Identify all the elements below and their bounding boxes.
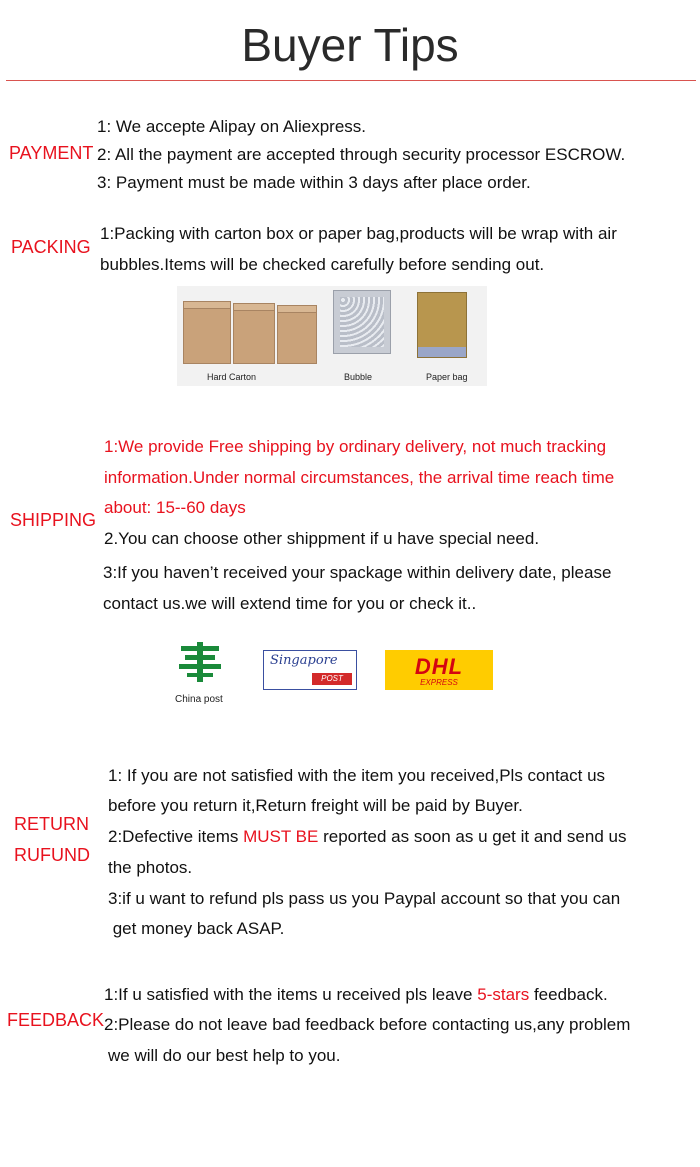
return-line-1: 1: If you are not satisfied with the item you received,Pls contact us <box>108 766 606 785</box>
feedback-line-1-end: feedback. <box>529 985 608 1004</box>
return-line-6: get money back ASAP. <box>108 919 285 938</box>
china-post-logo-icon <box>177 640 223 684</box>
payment-line-1: 1: We accepte Alipay on Aliexpress. <box>97 117 367 136</box>
return-line-3-end: reported as soon as u get it and send us <box>318 827 627 846</box>
return-line-4: the photos. <box>108 858 193 877</box>
feedback-label: FEEDBACK <box>7 1010 105 1030</box>
hard-carton-box <box>183 308 231 364</box>
return-line-3 <box>108 827 626 847</box>
packing-line-2: bubbles.Items will be checked carefully before sending out. <box>100 255 545 274</box>
china-post-caption: China post <box>175 694 223 705</box>
shipping-line-3: about: 15--60 days <box>104 498 246 517</box>
singapore-logo-text: Singapore <box>270 653 338 668</box>
hard-carton-box <box>277 312 317 364</box>
return-line-2: before you return it,Return freight will be paid by Buyer. <box>108 796 523 815</box>
shipping-line-2: information.Under normal circumstances, the arrival time reach time <box>104 468 615 487</box>
caption-paper-bag: Paper bag <box>426 372 468 382</box>
shipping-line-4: 2.You can choose other shippment if u have special need. <box>104 529 540 548</box>
feedback-line-3: we will do our best help to you. <box>108 1046 341 1065</box>
packing-materials-image <box>177 286 487 386</box>
dhl-express-logo <box>385 650 493 690</box>
packing-line-1: 1:Packing with carton box or paper bag,products will be wrap with air <box>100 224 617 243</box>
return-line-5: 3:if u want to refund pls pass us you Paypal account so that you can <box>108 889 621 908</box>
payment-line-2: 2: All the payment are accepted through security processor ESCROW. <box>97 145 626 164</box>
carrier-logos-image <box>163 632 499 718</box>
shipping-line-5: 3:If you haven’t received your spackage within delivery date, please <box>103 563 612 582</box>
dhl-express-text: EXPRESS <box>420 678 458 687</box>
feedback-line-2: 2:Please do not leave bad feedback before contacting us,any problem <box>104 1015 631 1034</box>
page-title: Buyer Tips <box>241 19 459 71</box>
return-label: RETURN <box>14 814 89 834</box>
paper-bag <box>417 292 467 358</box>
must-be-highlight: MUST BE <box>243 827 319 846</box>
five-stars-highlight: 5-stars <box>477 985 530 1004</box>
shipping-line-1: 1:We provide Free shipping by ordinary delivery, not much tracking <box>104 437 607 456</box>
shipping-label: SHIPPING <box>10 510 97 530</box>
singapore-post-badge: POST <box>312 673 352 685</box>
feedback-line-1 <box>104 985 608 1005</box>
shipping-line-6: contact us.we will extend time for you or check it.. <box>103 594 477 613</box>
bubble-wrap-box <box>333 290 391 354</box>
singapore-post-logo <box>263 650 357 690</box>
feedback-line-1-start: 1:If u satisfied with the items u received pls leave <box>104 985 478 1004</box>
hard-carton-box <box>233 310 275 364</box>
payment-line-3: 3: Payment must be made within 3 days after place order. <box>97 173 531 192</box>
title-divider <box>6 80 696 81</box>
caption-bubble: Bubble <box>344 372 373 382</box>
return-line-3-start: 2:Defective items <box>108 827 244 846</box>
payment-label: PAYMENT <box>9 143 94 163</box>
packing-label: PACKING <box>11 237 91 257</box>
caption-hard-carton: Hard Carton <box>207 372 257 382</box>
refund-label: RUFUND <box>14 845 90 865</box>
dhl-logo-text: DHL <box>414 654 464 679</box>
